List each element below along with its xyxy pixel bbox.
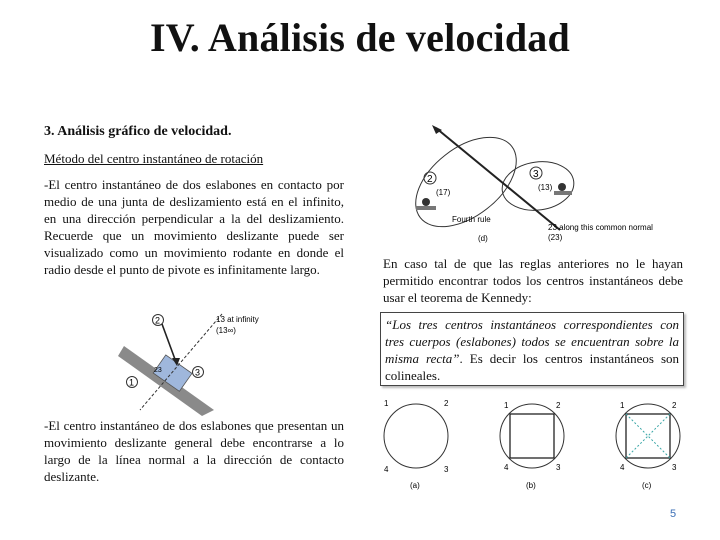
figure-slider-infinity: [118, 306, 268, 416]
quote-rest: . Es decir los centros instantáneos son colineales.: [385, 351, 679, 383]
figure-caption-d: (d): [478, 234, 488, 243]
subheading: Método del centro instantáneo de rotación: [44, 151, 264, 166]
fourth-rule-label: Fourth rule: [452, 215, 491, 224]
node-2: 2: [556, 401, 561, 410]
paragraph-kennedy-intro: En caso tal de que las reglas anteriores no le hayan permitido encontrar todos los centros instantáneos debe usar el teorema de Kennedy:: [383, 256, 683, 305]
ground-3: [554, 191, 572, 195]
node-2: 2: [672, 401, 677, 410]
label-23-paren: (23): [548, 233, 563, 242]
node-3: 3: [444, 465, 449, 474]
circle-diagram-c: [616, 401, 680, 490]
caption-c: (c): [642, 481, 652, 490]
caption-a: (a): [410, 481, 420, 490]
node-4: 4: [504, 463, 509, 472]
label-1: 1: [129, 377, 135, 388]
page-number: 5: [669, 508, 677, 520]
slide-title: IV. Análisis de velocidad: [150, 15, 570, 60]
pivot-3: [558, 183, 566, 191]
node-1: 1: [620, 401, 625, 410]
label-23: 23: [154, 367, 162, 374]
node-2: 2: [444, 399, 449, 408]
node-4: 4: [384, 465, 389, 474]
node-4: 4: [620, 463, 625, 472]
caption-b: (b): [526, 481, 536, 490]
kennedy-theorem-quote: [380, 312, 684, 386]
paragraph-sliding-joint: -El centro instantáneo de dos eslabones en contacto por medio de una junta de deslizamiento está en el infinito, en una dirección perpendicular a la del deslizamiento. Recuerde que un movimiento deslizante puede ser visualizado como un movimiento rodante en donde el radio desde el punto de pivote es infinitamente largo.: [44, 177, 344, 277]
label-3: 3: [195, 367, 201, 378]
label-2: 2: [427, 174, 433, 185]
figure-fourth-rule: [408, 122, 708, 250]
infinity-label: 13 at infinity: [216, 315, 259, 324]
figure-kennedy-circles: [380, 396, 696, 492]
label-2: 2: [155, 315, 161, 326]
circle-diagram-b: [500, 401, 564, 490]
label-3: 3: [533, 169, 539, 180]
node-3: 3: [672, 463, 677, 472]
section-heading: 3. Análisis gráfico de velocidad.: [44, 124, 232, 139]
circle-diagram-a: [384, 399, 449, 490]
label-17: (17): [436, 188, 451, 197]
infinity-label-2: (13∞): [216, 326, 236, 335]
paragraph-general-sliding: -El centro instantáneo de dos eslabones que presentan un movimiento deslizante general debe encontrarse a lo largo de la línea normal a la dirección de contacto deslizante.: [44, 418, 344, 484]
pivot-2: [422, 198, 430, 206]
node-1: 1: [504, 401, 509, 410]
ground-2: [416, 206, 436, 210]
label-13: (13): [538, 183, 553, 192]
common-normal-label: 23 along this common normal: [548, 223, 653, 232]
quote-italic: “Los tres centros instantáneos correspondientes con tres cuerpos (eslabones) todos se encuentran sobre la misma recta”: [385, 317, 679, 366]
link-2-arrow: [162, 324, 176, 362]
node-3: 3: [556, 463, 561, 472]
node-1: 1: [384, 399, 389, 408]
